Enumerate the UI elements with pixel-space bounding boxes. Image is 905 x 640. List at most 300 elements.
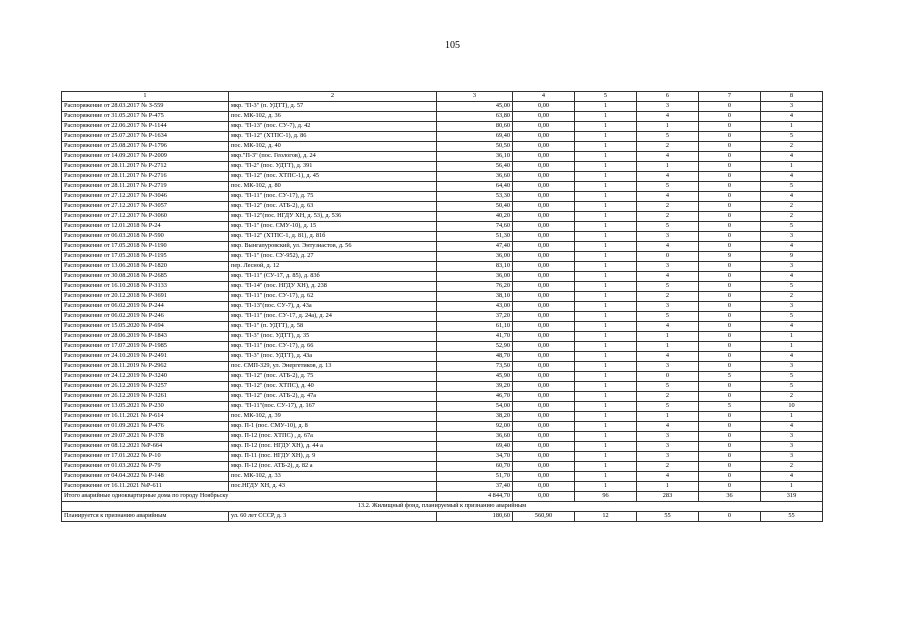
planned-cell: 55 [761, 512, 823, 522]
table-cell: Распоряжение от 17.05.2018 № Р-1190 [62, 242, 229, 252]
table-cell: мкр. "П-3" (п. УДТТ), д. 57 [229, 102, 437, 112]
table-cell: 0,00 [513, 292, 575, 302]
table-cell: Распоряжение от 25.07.2017 № Р-1634 [62, 132, 229, 142]
table-cell: 1 [761, 342, 823, 352]
table-cell: мкр. "П-11"(пос. СУ-17), д. 167 [229, 402, 437, 412]
section-title: 13.2. Жилищный фонд, планируемый к признанию аварийным [62, 502, 823, 512]
table-cell: 1 [575, 422, 637, 432]
table-cell: 5 [699, 402, 761, 412]
table-cell: Распоряжение от 24.10.2019 № Р-2491 [62, 352, 229, 362]
table-row [62, 372, 823, 382]
table-cell: 0,00 [513, 332, 575, 342]
table-cell: 1 [575, 292, 637, 302]
table-cell: 0 [699, 122, 761, 132]
table-cell: 0,00 [513, 252, 575, 262]
table-cell: 9 [761, 252, 823, 262]
table-cell: 0,00 [513, 152, 575, 162]
table-cell: 1 [575, 152, 637, 162]
table-cell: мкр. "П-12" (пос. ХТПС-1), д. 45 [229, 172, 437, 182]
table-cell: пос. МК-102, д. 33 [229, 472, 437, 482]
table-cell: Распоряжение от 12.01.2018 № Р-24 [62, 222, 229, 232]
table-cell: 69,40 [437, 132, 513, 142]
table-cell: 1 [575, 142, 637, 152]
table-cell: мкр. Вынгапуровский, ул. Энтузиастов, д. 56 [229, 242, 437, 252]
table-cell: 2 [761, 202, 823, 212]
table-cell: 0 [699, 362, 761, 372]
table-cell: 2 [637, 462, 699, 472]
table-cell: мкр. "П-14" (пос. НГДУ ХН), д. 238 [229, 282, 437, 292]
table-row [62, 272, 823, 282]
table-cell: 36,10 [437, 152, 513, 162]
table-cell: 73,50 [437, 362, 513, 372]
table-cell: 0 [637, 252, 699, 262]
table-cell: 1 [575, 382, 637, 392]
table-cell: 2 [637, 392, 699, 402]
table-cell: 0 [699, 242, 761, 252]
table-cell: 0,00 [513, 162, 575, 172]
table-cell: Распоряжение от 17.05.2018 № Р-1195 [62, 252, 229, 262]
table-cell: 45,90 [437, 372, 513, 382]
table-cell: мкр. "П-1" (пос. СУ-952), д. 27 [229, 252, 437, 262]
table-cell: 4 [761, 242, 823, 252]
planned-cell: 0 [699, 512, 761, 522]
table-cell: 1 [575, 412, 637, 422]
table-cell: 1 [575, 222, 637, 232]
table-cell: 61,10 [437, 322, 513, 332]
table-cell: Распоряжение от 27.12.2017 № Р-3057 [62, 202, 229, 212]
table-cell: Распоряжение от 28.11.2017 № Р-2719 [62, 182, 229, 192]
table-cell: 45,00 [437, 102, 513, 112]
header-cell: 3 [437, 92, 513, 102]
table-cell: 0 [699, 262, 761, 272]
planned-cell: 12 [575, 512, 637, 522]
table-cell: 69,40 [437, 442, 513, 452]
header-cell: 5 [575, 92, 637, 102]
planned-cell: 180,60 [437, 512, 513, 522]
table-cell: 0 [699, 412, 761, 422]
table-cell: 37,20 [437, 312, 513, 322]
table-cell: 0 [699, 392, 761, 402]
table-row [62, 152, 823, 162]
table-cell: Распоряжение от 08.12.2021 №Р-664 [62, 442, 229, 452]
table-row [62, 412, 823, 422]
table-cell: 1 [575, 242, 637, 252]
table-cell: 0,00 [513, 132, 575, 142]
table-cell: Распоряжение от 28.11.2017 № Р-2712 [62, 162, 229, 172]
table-cell: 5 [761, 312, 823, 322]
table-row [62, 292, 823, 302]
table-cell: 4 [637, 242, 699, 252]
table-cell: 2 [761, 142, 823, 152]
planned-cell: 55 [637, 512, 699, 522]
table-cell: мкр. П-11 (пос. НГДУ ХН), д. 9 [229, 452, 437, 462]
table-cell: 9 [699, 252, 761, 262]
table-row [62, 192, 823, 202]
table-cell: Распоряжение от 16.11.2021 №Р-611 [62, 482, 229, 492]
table-cell: 54,00 [437, 402, 513, 412]
table-cell: 0,00 [513, 282, 575, 292]
table-cell: 47,40 [437, 242, 513, 252]
table-cell: 43,00 [437, 302, 513, 312]
table-cell: 2 [761, 392, 823, 402]
table-cell: 5 [761, 372, 823, 382]
table-cell: 1 [761, 332, 823, 342]
table-cell: 1 [575, 342, 637, 352]
table-cell: 3 [637, 432, 699, 442]
table-row [62, 312, 823, 322]
table-cell: 37,40 [437, 482, 513, 492]
table-row [62, 452, 823, 462]
table-cell: 0,00 [513, 272, 575, 282]
table-cell: 0 [699, 352, 761, 362]
table-header [62, 92, 823, 102]
table-cell: 4 [637, 192, 699, 202]
table-cell: 1 [575, 372, 637, 382]
table-row [62, 472, 823, 482]
table-cell: мкр. "П-11" (пос. СУ-17), д. 66 [229, 342, 437, 352]
table-row [62, 252, 823, 262]
table-cell: 3 [637, 302, 699, 312]
table-row [62, 282, 823, 292]
header-cell: 7 [699, 92, 761, 102]
table-cell: 4 [637, 272, 699, 282]
table-cell: мкр. "П-12" (пос. ХТПС), д. 40 [229, 382, 437, 392]
table-row [62, 462, 823, 472]
table-row [62, 392, 823, 402]
table-cell: 4 [761, 352, 823, 362]
table-cell: 1 [575, 212, 637, 222]
table-cell: 3 [761, 262, 823, 272]
table-cell: 36,00 [437, 252, 513, 262]
table-cell: 0,00 [513, 122, 575, 132]
table-cell: 39,20 [437, 382, 513, 392]
table-cell: 52,90 [437, 342, 513, 352]
table-cell: 3 [761, 362, 823, 372]
table-cell: 0,00 [513, 392, 575, 402]
table-cell: 1 [575, 432, 637, 442]
table-cell: пос. МК-102, д. 40 [229, 142, 437, 152]
table-cell: 5 [637, 182, 699, 192]
table-cell: 3 [637, 232, 699, 242]
table-cell: 0,00 [513, 382, 575, 392]
table-cell: Распоряжение от 01.03.2022 № Р-79 [62, 462, 229, 472]
table-cell: 0,00 [513, 302, 575, 312]
table-cell: Распоряжение от 28.03.2017 № З-559 [62, 102, 229, 112]
table-cell: 0,00 [513, 322, 575, 332]
table-row [62, 232, 823, 242]
table-cell: 0,00 [513, 422, 575, 432]
table-cell: 10 [761, 402, 823, 412]
table-cell: 46,70 [437, 392, 513, 402]
table-cell: 0 [699, 422, 761, 432]
table-cell: 4 [761, 192, 823, 202]
emergency-housing-table [61, 91, 823, 522]
table-cell: Распоряжение от 06.02.2019 № Р-244 [62, 302, 229, 312]
table-cell: 4 [761, 322, 823, 332]
table-cell: пер. Лесной, д. 12 [229, 262, 437, 272]
table-cell: 1 [575, 362, 637, 372]
table-cell: 4 [761, 112, 823, 122]
table-cell: 1 [575, 312, 637, 322]
table-cell: 0 [699, 192, 761, 202]
table-row [62, 262, 823, 272]
table-cell: 5 [761, 282, 823, 292]
table-cell: 0 [699, 292, 761, 302]
total-label: Итого аварийные одноквартирные дома по городу Ноябрьску [62, 492, 437, 502]
table-cell: 1 [761, 122, 823, 132]
table-cell: 0,00 [513, 462, 575, 472]
table-cell: Распоряжение от 16.10.2018 № Р-3133 [62, 282, 229, 292]
header-cell: 4 [513, 92, 575, 102]
table-cell: 92,00 [437, 422, 513, 432]
table-cell: 1 [637, 332, 699, 342]
table-cell: Распоряжение от 16.11.2021 № Р-614 [62, 412, 229, 422]
planned-cell: 560,90 [513, 512, 575, 522]
table-row [62, 342, 823, 352]
table-cell: 48,70 [437, 352, 513, 362]
table-cell: 4 [637, 152, 699, 162]
table-cell: 1 [575, 462, 637, 472]
table-cell: 4 [761, 172, 823, 182]
table-cell: Распоряжение от 29.07.2021 № Р-378 [62, 432, 229, 442]
table-row [62, 212, 823, 222]
table-cell: 0,00 [513, 212, 575, 222]
table-cell: 2 [761, 292, 823, 302]
table-cell: 0,00 [513, 432, 575, 442]
table-cell: 4 [761, 422, 823, 432]
table-cell: 0 [699, 302, 761, 312]
table-cell: 0 [699, 182, 761, 192]
table-cell: 2 [761, 462, 823, 472]
table-cell: 1 [637, 162, 699, 172]
table-cell: мкр. "П-12" (пос. АТБ-2), д. 75 [229, 372, 437, 382]
header-cell: 8 [761, 92, 823, 102]
table-cell: 0 [699, 152, 761, 162]
table-cell: 1 [575, 102, 637, 112]
table-row [62, 382, 823, 392]
table-cell: 4 [637, 172, 699, 182]
total-cell: 4 844,70 [437, 492, 513, 502]
table-row [62, 122, 823, 132]
table-cell: 1 [637, 482, 699, 492]
table-cell: Распоряжение от 25.08.2017 № Р-1796 [62, 142, 229, 152]
table-row [62, 102, 823, 112]
table-cell: Распоряжение от 13.05.2021 № Р-230 [62, 402, 229, 412]
table-cell: 1 [575, 282, 637, 292]
table-cell: мкр. "П-12" (ХТПС-1), д. 86 [229, 132, 437, 142]
section-row [62, 502, 823, 512]
table-cell: 0,00 [513, 102, 575, 112]
table-cell: Распоряжение от 30.08.2018 № Р-2685 [62, 272, 229, 282]
planned-row [62, 512, 823, 522]
table-cell: 1 [761, 412, 823, 422]
page-number: 105 [445, 40, 460, 51]
table-cell: 0,00 [513, 442, 575, 452]
table-cell: пос. СМП-329, ул. Энергетиков, д. 13 [229, 362, 437, 372]
table-cell: 3 [761, 232, 823, 242]
table-cell: Распоряжение от 24.12.2019 № Р-3240 [62, 372, 229, 382]
table-cell: 1 [637, 412, 699, 422]
table-cell: 0,00 [513, 352, 575, 362]
table-cell: 0 [699, 482, 761, 492]
table-cell: 0 [699, 442, 761, 452]
table-cell: 1 [575, 302, 637, 312]
table-body [62, 102, 823, 492]
table-cell: мкр. П-12 (пос. АТБ-2), д. 82 а [229, 462, 437, 472]
table-cell: Распоряжение от 27.12.2017 № Р-3046 [62, 192, 229, 202]
table-footer [62, 492, 823, 522]
table-cell: 1 [575, 472, 637, 482]
table-cell: 1 [575, 192, 637, 202]
table-cell: 0,00 [513, 142, 575, 152]
table-cell: 0,00 [513, 362, 575, 372]
total-cell: 319 [761, 492, 823, 502]
table-cell: 0 [699, 472, 761, 482]
table-row [62, 332, 823, 342]
table-cell: Распоряжение от 20.12.2018 № Р-3691 [62, 292, 229, 302]
table-cell: 5 [637, 282, 699, 292]
table-cell: Распоряжение от 22.06.2017 № Р-1144 [62, 122, 229, 132]
table-row [62, 172, 823, 182]
table-cell: 38,20 [437, 412, 513, 422]
table-cell: 38,10 [437, 292, 513, 302]
table-cell: 4 [761, 152, 823, 162]
table-cell: 4 [761, 272, 823, 282]
table-cell: Распоряжение от 17.01.2022 № Р-10 [62, 452, 229, 462]
table-row [62, 132, 823, 142]
table-cell: 1 [575, 122, 637, 132]
table-cell: 34,70 [437, 452, 513, 462]
total-cell: 283 [637, 492, 699, 502]
table-cell: 0,00 [513, 232, 575, 242]
table-cell: мкр. "П-2" (пос. УДТТ), д. 391 [229, 162, 437, 172]
table-row [62, 202, 823, 212]
table-cell: 2 [637, 292, 699, 302]
table-cell: 4 [761, 472, 823, 482]
table-cell: 83,10 [437, 262, 513, 272]
table-cell: мкр. "П-11" (СУ-17, д. 85), д. 83б [229, 272, 437, 282]
table-row [62, 362, 823, 372]
table-cell: мкр."П-3" (пос. Геологов), д. 24 [229, 152, 437, 162]
table-cell: 3 [761, 442, 823, 452]
table-cell: 1 [575, 232, 637, 242]
table-row [62, 182, 823, 192]
table-cell: Распоряжение от 31.05.2017 № Р-475 [62, 112, 229, 122]
table-cell: мкр. "П-13"(пос. СУ-7), д. 43а [229, 302, 437, 312]
table-cell: 5 [761, 382, 823, 392]
table-cell: 5 [637, 402, 699, 412]
table-cell: 3 [637, 362, 699, 372]
total-cell: 0,00 [513, 492, 575, 502]
table-row [62, 242, 823, 252]
table-cell: пос. МК-102, д. 39 [229, 412, 437, 422]
table-cell: Распоряжение от 27.12.2017 № Р-3060 [62, 212, 229, 222]
table-row [62, 302, 823, 312]
table-cell: 2 [637, 212, 699, 222]
header-cell: 1 [62, 92, 229, 102]
table-row [62, 432, 823, 442]
table-cell: 3 [637, 452, 699, 462]
table-cell: 0 [699, 172, 761, 182]
table-row [62, 402, 823, 412]
table-cell: 0 [699, 142, 761, 152]
table-cell: 0 [699, 282, 761, 292]
table-cell: 1 [575, 452, 637, 462]
table-cell: 50,50 [437, 142, 513, 152]
table-cell: 4 [637, 352, 699, 362]
table-cell: 1 [575, 262, 637, 272]
table-cell: Распоряжение от 06.02.2019 № Р-246 [62, 312, 229, 322]
table-cell: 1 [575, 482, 637, 492]
table-cell: 0 [699, 312, 761, 322]
table-cell: пос.НГДУ ХН, д. 43 [229, 482, 437, 492]
table-cell: 53,30 [437, 192, 513, 202]
table-cell: мкр. "П-11" (пос. СУ-17), д. 62 [229, 292, 437, 302]
table-cell: 0,00 [513, 472, 575, 482]
table-cell: мкр. "П-11" (пос. СУ-17, д. 24а), д. 24 [229, 312, 437, 322]
table-cell: 80,60 [437, 122, 513, 132]
table-cell: 1 [575, 112, 637, 122]
table-cell: 0 [699, 452, 761, 462]
table-cell: 5 [761, 222, 823, 232]
table-cell: Распоряжение от 28.11.2019 № Р-2962 [62, 362, 229, 372]
total-cell: 96 [575, 492, 637, 502]
table-row [62, 422, 823, 432]
table-cell: мкр. "П-3" (пос. УДТТ), д. 35 [229, 332, 437, 342]
planned-cell: Планируется к признанию аварийным [62, 512, 229, 522]
table-cell: 1 [637, 122, 699, 132]
table-cell: 5 [637, 132, 699, 142]
header-cell: 6 [637, 92, 699, 102]
table-row [62, 442, 823, 452]
table-cell: 76,20 [437, 282, 513, 292]
table-cell: 41,70 [437, 332, 513, 342]
table-cell: 0 [699, 212, 761, 222]
table-cell: мкр. "П-12" (пос. АТБ-2), д. 63 [229, 202, 437, 212]
table-cell: 0 [699, 332, 761, 342]
table-cell: 1 [761, 482, 823, 492]
table-cell: 1 [575, 202, 637, 212]
table-row [62, 142, 823, 152]
table-cell: 50,40 [437, 202, 513, 212]
table-cell: 1 [575, 352, 637, 362]
table-cell: 51,70 [437, 472, 513, 482]
table-cell: Распоряжение от 01.09.2021 № Р-476 [62, 422, 229, 432]
table-cell: мкр. "П-1" (п. УДТТ), д. 58 [229, 322, 437, 332]
table-cell: 51,30 [437, 232, 513, 242]
table-cell: 0,00 [513, 182, 575, 192]
table-row [62, 482, 823, 492]
planned-cell: ул. 60 лет СССР, д. 3 [229, 512, 437, 522]
table-cell: мкр. П-1 (пос. СМУ-10), д. 8 [229, 422, 437, 432]
header-row [62, 92, 823, 102]
table-cell: Распоряжение от 04.04.2022 № Р-148 [62, 472, 229, 482]
table-cell: 0,00 [513, 112, 575, 122]
table-cell: 64,40 [437, 182, 513, 192]
table-cell: 1 [575, 272, 637, 282]
table-cell: 1 [575, 392, 637, 402]
table-cell: 1 [575, 172, 637, 182]
table-cell: 60,70 [437, 462, 513, 472]
table-cell: мкр. П-12 (пос. ХТПС) , д. 67а [229, 432, 437, 442]
table-cell: 0 [699, 162, 761, 172]
table-cell: Распоряжение от 14.09.2017 № Р-2009 [62, 152, 229, 162]
table-cell: 1 [575, 332, 637, 342]
table-cell: 1 [575, 322, 637, 332]
table-cell: 0,00 [513, 242, 575, 252]
table-cell: 2 [637, 202, 699, 212]
header-cell: 2 [229, 92, 437, 102]
